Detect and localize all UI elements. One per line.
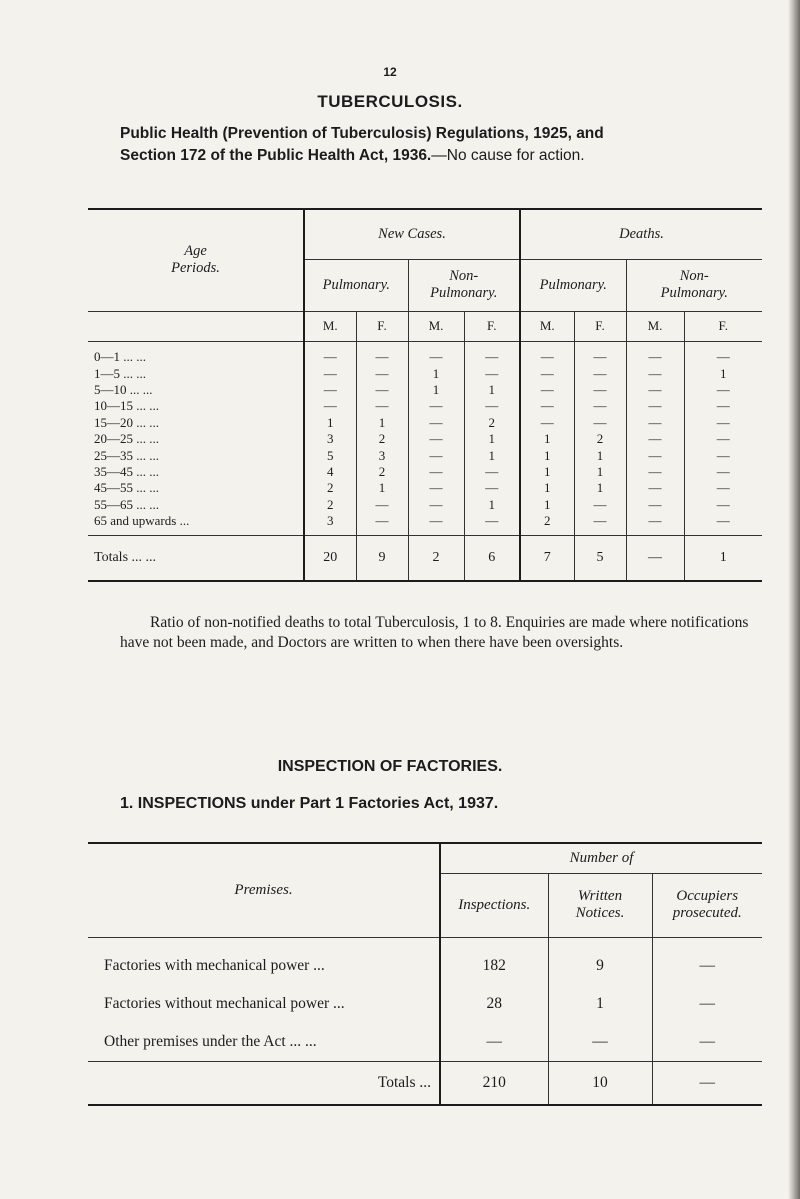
table-cell: — [684, 480, 762, 496]
premises-cell: Factories with mechanical power ... [104, 957, 325, 974]
non-pulmonary-header: Non- Pulmonary. [408, 259, 520, 311]
age-period: 55—65 ... ... [94, 496, 159, 512]
table-cell: — [626, 431, 684, 447]
premises-cell: Other premises under the Act ... ... [104, 1033, 317, 1050]
new-cases-header: New Cases. [304, 209, 520, 259]
table-cell: — [574, 349, 626, 365]
sex-header: F. [356, 311, 408, 341]
pulmonary-header: Pulmonary. [304, 259, 408, 311]
sex-header: M. [408, 311, 464, 341]
total-cell: 20 [304, 535, 356, 581]
inspections-cell: 28 [440, 985, 548, 1023]
table-cell: 1 [464, 497, 520, 513]
table-cell: — [626, 398, 684, 414]
table-cell: — [464, 398, 520, 414]
table-cell: — [520, 365, 574, 381]
table-cell: 2 [464, 415, 520, 431]
table-cell: — [626, 382, 684, 398]
table-cell: 1 [304, 415, 356, 431]
notices-cell: — [548, 1023, 652, 1062]
table-cell: — [408, 480, 464, 496]
table-cell: 2 [304, 497, 356, 513]
table-cell: — [684, 497, 762, 513]
table-cell: — [684, 431, 762, 447]
table-cell: — [684, 447, 762, 463]
table-cell: 2 [356, 464, 408, 480]
totals-label: Totals ... ... [94, 549, 157, 565]
table-cell: — [356, 497, 408, 513]
table-cell: 1 [684, 365, 762, 381]
written-notices-header: Written Notices. [548, 873, 652, 937]
table-row [88, 464, 762, 480]
age-period: 5—10 ... ... [94, 381, 153, 397]
inspection-subtitle: 1. INSPECTIONS under Part 1 Factories Act, 1937. [120, 795, 499, 812]
table-cell: — [464, 349, 520, 365]
table-cell: 1 [574, 464, 626, 480]
table-cell: 1 [574, 480, 626, 496]
factories-table [88, 842, 762, 1106]
table-row [88, 513, 762, 529]
total-cell: 7 [520, 535, 574, 581]
prosecuted-cell: — [652, 985, 762, 1023]
table-cell: 1 [520, 497, 574, 513]
table-cell: — [574, 382, 626, 398]
age-header: Age Periods. [171, 243, 220, 277]
table-cell: — [408, 431, 464, 447]
table-cell: 3 [356, 447, 408, 463]
table-row [88, 447, 762, 463]
total-notices: 10 [548, 1062, 652, 1106]
table-cell: 1 [356, 415, 408, 431]
table-cell: 3 [304, 513, 356, 529]
table-cell: — [304, 398, 356, 414]
table-cell: — [408, 447, 464, 463]
age-period: 35—45 ... ... [94, 463, 159, 479]
table-row [88, 480, 762, 496]
occupiers-prosecuted-header: Occupiers prosecuted. [652, 873, 762, 937]
table-cell: 2 [356, 431, 408, 447]
inspections-cell: 182 [440, 947, 548, 985]
table-cell: — [356, 398, 408, 414]
table-cell: — [574, 415, 626, 431]
table-cell: 1 [408, 365, 464, 381]
table-cell: 2 [574, 431, 626, 447]
sex-header: M. [304, 311, 356, 341]
table-row [88, 497, 762, 513]
table-row [88, 1023, 762, 1062]
inspection-title: INSPECTION OF FACTORIES. [277, 758, 503, 775]
table-cell: — [626, 349, 684, 365]
age-period: 1—5 ... ... [94, 365, 146, 381]
table-row [88, 382, 762, 398]
premises-cell: Factories without mechanical power ... [104, 995, 345, 1012]
table-row [88, 985, 762, 1023]
prosecuted-cell: — [652, 947, 762, 985]
inspections-header: Inspections. [440, 873, 548, 937]
table-cell: — [626, 365, 684, 381]
age-period: 20—25 ... ... [94, 431, 159, 447]
tuberculosis-table [88, 208, 762, 582]
table-cell: — [464, 365, 520, 381]
table-cell: 1 [520, 447, 574, 463]
table-cell: — [356, 349, 408, 365]
total-cell: 5 [574, 535, 626, 581]
age-period: 45—55 ... ... [94, 480, 159, 496]
table-row [88, 365, 762, 381]
table-cell: — [574, 398, 626, 414]
age-period: 65 and upwards ... [94, 513, 190, 529]
table-cell: — [574, 365, 626, 381]
total-inspections: 210 [440, 1062, 548, 1106]
table-cell: — [520, 382, 574, 398]
deaths-pulmonary-header: Pulmonary. [520, 259, 626, 311]
table-cell: — [464, 480, 520, 496]
table-cell: — [304, 382, 356, 398]
table-cell: — [684, 415, 762, 431]
table-row [88, 349, 762, 365]
total-cell: 2 [408, 535, 464, 581]
table-cell: 1 [408, 382, 464, 398]
table-cell: — [574, 497, 626, 513]
table-cell: — [408, 464, 464, 480]
page-title: TUBERCULOSIS. [317, 92, 463, 111]
table-cell: — [684, 513, 762, 529]
deaths-header: Deaths. [520, 209, 762, 259]
total-cell: 6 [464, 535, 520, 581]
table-cell: 1 [356, 480, 408, 496]
table-cell: — [408, 398, 464, 414]
table-cell: — [626, 513, 684, 529]
table-cell: 2 [304, 480, 356, 496]
factories-totals-label: Totals ... [377, 1074, 431, 1091]
age-period: 15—20 ... ... [94, 414, 159, 430]
table-cell: 5 [304, 447, 356, 463]
table-row [88, 415, 762, 431]
table-cell: 1 [520, 480, 574, 496]
ratio-paragraph: Ratio of non-notified deaths to total Tuberculosis, 1 to 8. Enquiries are made where notifications have not been made, and Doctors are written to when there have been oversights. [120, 614, 749, 651]
table-row [88, 431, 762, 447]
table-cell: — [520, 349, 574, 365]
table-cell: 1 [464, 431, 520, 447]
total-cell: — [626, 535, 684, 581]
table-cell: — [408, 349, 464, 365]
table-cell: — [626, 447, 684, 463]
table-cell: — [464, 513, 520, 529]
premises-header: Premises. [234, 881, 293, 898]
page-number: 12 [383, 65, 397, 79]
notices-cell: 9 [548, 947, 652, 985]
table-cell: — [356, 513, 408, 529]
total-cell: 9 [356, 535, 408, 581]
total-cell: 1 [684, 535, 762, 581]
table-cell: — [464, 464, 520, 480]
table-cell: — [626, 415, 684, 431]
table-cell: — [304, 349, 356, 365]
sex-header: F. [574, 311, 626, 341]
table-cell: — [408, 415, 464, 431]
table-cell: — [408, 497, 464, 513]
subtitle-line-1: Public Health (Prevention of Tuberculosis) Regulations, 1925, and [120, 125, 604, 142]
prosecuted-cell: — [652, 1023, 762, 1062]
table-cell: 1 [464, 382, 520, 398]
age-period: 10—15 ... ... [94, 398, 159, 414]
table-cell: 3 [304, 431, 356, 447]
table-cell: — [356, 365, 408, 381]
scan-edge [788, 0, 800, 1199]
age-period: 25—35 ... ... [94, 447, 159, 463]
table-cell: — [574, 513, 626, 529]
table-row [88, 947, 762, 985]
table-cell: 1 [464, 447, 520, 463]
table-cell: — [626, 497, 684, 513]
table-cell: 1 [520, 431, 574, 447]
table-cell: — [684, 398, 762, 414]
table-cell: 1 [520, 464, 574, 480]
table-cell: 2 [520, 513, 574, 529]
table-cell: — [626, 480, 684, 496]
sex-header: F. [684, 311, 762, 341]
table-cell: — [408, 513, 464, 529]
subtitle-line-2: Section 172 of the Public Health Act, 1936.—No cause for action. [120, 147, 585, 164]
table-cell: — [626, 464, 684, 480]
table-cell: 1 [574, 447, 626, 463]
sex-header: M. [626, 311, 684, 341]
table-cell: — [520, 398, 574, 414]
table-row [88, 398, 762, 414]
total-prosecuted: — [652, 1062, 762, 1106]
sex-header: M. [520, 311, 574, 341]
table-cell: — [304, 365, 356, 381]
age-period: 0—1 ... ... [94, 349, 146, 365]
sex-header: F. [464, 311, 520, 341]
table-cell: — [684, 349, 762, 365]
table-cell: 4 [304, 464, 356, 480]
table-cell: — [520, 415, 574, 431]
inspections-cell: — [440, 1023, 548, 1062]
notices-cell: 1 [548, 985, 652, 1023]
table-cell: — [684, 464, 762, 480]
table-cell: — [356, 382, 408, 398]
deaths-non-pulmonary-header: Non- Pulmonary. [626, 259, 762, 311]
number-of-header: Number of [440, 843, 762, 873]
table-cell: — [684, 382, 762, 398]
